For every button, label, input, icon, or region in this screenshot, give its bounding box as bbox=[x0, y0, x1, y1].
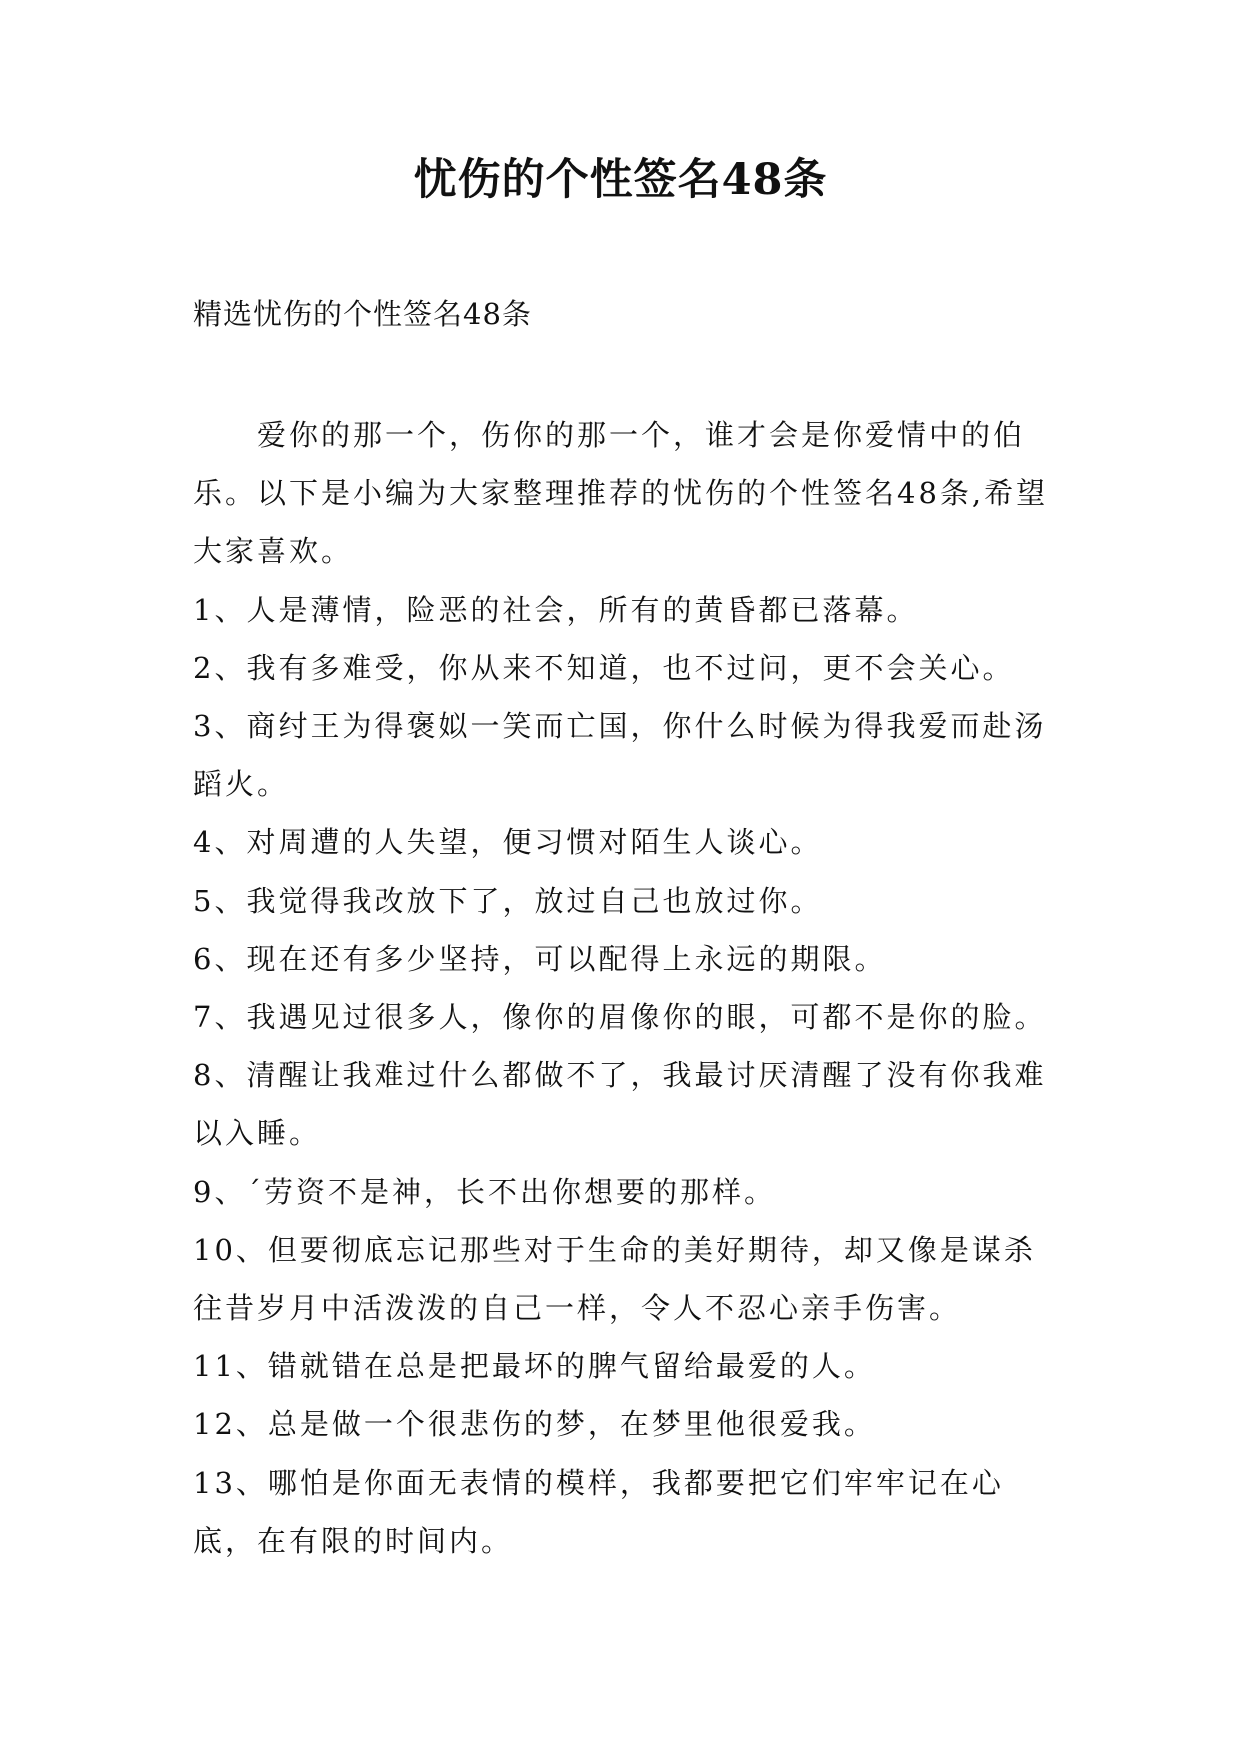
list-item bbox=[193, 581, 1063, 639]
item-text: 人是薄情，险恶的社会，所有的黄昏都已落幕。 bbox=[246, 592, 919, 627]
item-text: 但要彻底忘记那些对于生命的美好期待，却又像是谋杀往昔岁月中活泼泼的自己一样，令人不忍心亲手伤害。 bbox=[193, 1232, 1036, 1326]
intro-paragraph: 爱你的那一个，伤你的那一个，谁才会是你爱情中的伯乐。以下是小编为大家整理推荐的忧伤的个性签名48条,希望大家喜欢。 bbox=[193, 418, 1049, 569]
item-text: 商纣王为得褒姒一笑而亡国，你什么时候为得我爱而赴汤蹈火。 bbox=[193, 709, 1047, 802]
item-number: 4、 bbox=[193, 825, 247, 860]
list-item bbox=[193, 639, 1063, 697]
item-text: 总是做一个很悲伤的梦，在梦里他很爱我。 bbox=[267, 1407, 876, 1442]
item-number: 13、 bbox=[193, 1465, 268, 1500]
list-item bbox=[193, 988, 1063, 1046]
list-item bbox=[193, 813, 1063, 871]
item-number: 9、 bbox=[193, 1174, 247, 1209]
list-item bbox=[193, 697, 1063, 813]
item-text: 清醒让我难过什么都做不了，我最讨厌清醒了没有你我难以入睡。 bbox=[193, 1058, 1047, 1151]
list-item bbox=[193, 1163, 1063, 1221]
list-item bbox=[193, 1395, 1063, 1453]
list-item bbox=[193, 1046, 1063, 1162]
document-title: 忧伤的个性签名48条 bbox=[413, 155, 828, 205]
item-number: 10、 bbox=[193, 1232, 268, 1267]
item-number: 8、 bbox=[193, 1058, 247, 1093]
item-number: 3、 bbox=[193, 709, 247, 744]
list-item bbox=[193, 1337, 1063, 1395]
item-text: 我遇见过很多人，像你的眉像你的眼，可都不是你的脸。 bbox=[246, 1000, 1047, 1035]
item-text: 现在还有多少坚持，可以配得上永远的期限。 bbox=[246, 941, 887, 976]
item-number: 5、 bbox=[193, 883, 247, 918]
item-number: 2、 bbox=[193, 650, 247, 685]
item-text: 对周遭的人失望，便习惯对陌生人谈心。 bbox=[246, 825, 823, 860]
list-item bbox=[193, 930, 1063, 988]
document-subtitle: 精选忧伤的个性签名48条 bbox=[193, 297, 532, 331]
list-item bbox=[193, 1454, 1063, 1570]
item-text: 我有多难受，你从来不知道，也不过问，更不会关心。 bbox=[246, 650, 1015, 685]
item-number: 1、 bbox=[193, 592, 247, 627]
item-number: 11、 bbox=[193, 1349, 268, 1384]
item-text: ˊ劳资不是神，长不出你想要的那样。 bbox=[246, 1174, 776, 1209]
item-text: 错就错在总是把最坏的脾气留给最爱的人。 bbox=[267, 1349, 876, 1384]
item-number: 7、 bbox=[193, 1000, 247, 1035]
item-text: 哪怕是你面无表情的模样，我都要把它们牢牢记在心底，在有限的时间内。 bbox=[193, 1465, 1004, 1558]
document-body bbox=[193, 406, 1063, 1570]
item-number: 6、 bbox=[193, 941, 247, 976]
item-text: 我觉得我改放下了，放过自己也放过你。 bbox=[246, 883, 823, 918]
item-number: 12、 bbox=[193, 1407, 268, 1442]
list-item bbox=[193, 872, 1063, 930]
list-item bbox=[193, 1221, 1063, 1337]
